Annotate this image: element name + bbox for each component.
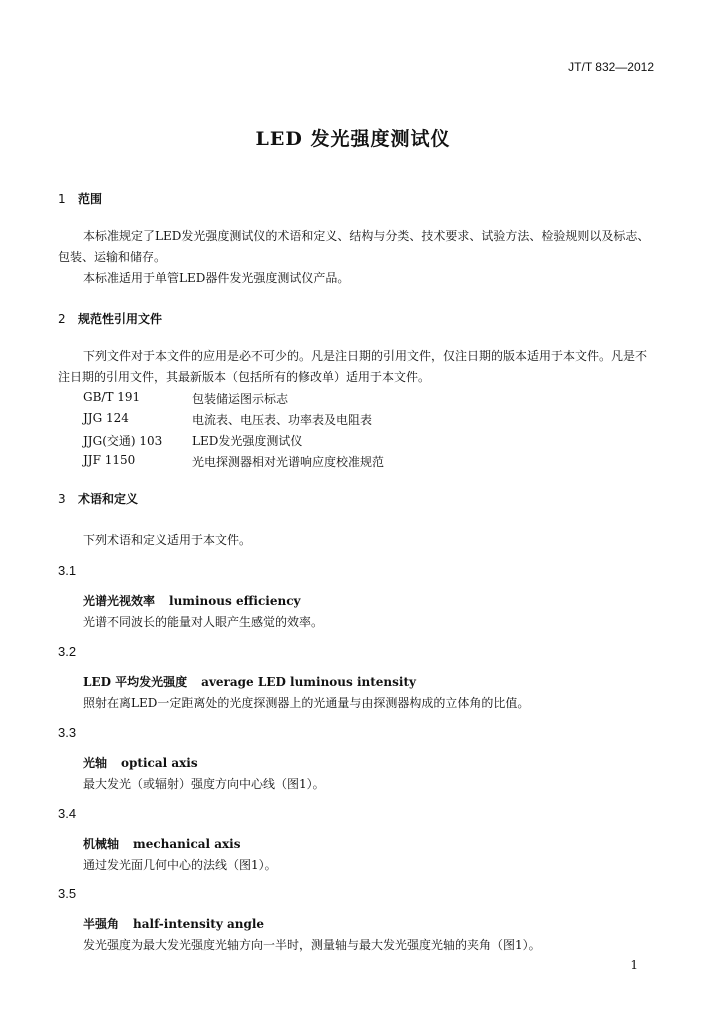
section-1-paragraph-2: 本标准适用于单管LED器件发光强度测试仪产品。 — [83, 271, 350, 285]
section-3-heading — [58, 490, 138, 507]
section-1-paragraph-1: 本标准规定了LED发光强度测试仪的术语和定义、结构与分类、技术要求、试验方法、检验规则以及标志、包装、运输和储存。 — [58, 229, 650, 264]
term-zh: 半强角 — [83, 917, 120, 931]
term-en: half-intensity angle — [133, 917, 265, 931]
section-number: 3 — [58, 492, 66, 506]
term-definition: 光谱不同波长的能量对人眼产生感觉的效率。 — [83, 615, 324, 629]
ref-title: 光电探测器相对光谱响应度校准规范 — [192, 455, 385, 469]
clause-number: 3.5 — [58, 886, 77, 901]
term-definition: 通过发光面几何中心的法线（图1）。 — [83, 858, 277, 872]
term-en: optical axis — [121, 756, 198, 770]
clause-number: 3.3 — [58, 725, 77, 740]
term-zh: LED 平均发光强度 — [83, 675, 188, 689]
term-zh: 机械轴 — [83, 837, 120, 851]
clause-number: 3.1 — [58, 563, 77, 578]
clause-number: 3.2 — [58, 644, 77, 659]
ref-code: GB/T 191 — [83, 390, 141, 404]
term-heading — [83, 673, 416, 690]
term-heading — [83, 754, 198, 771]
page-number: 1 — [630, 958, 638, 972]
term-en: mechanical axis — [133, 837, 241, 851]
section-1-heading — [58, 190, 102, 207]
ref-code: JJG 124 — [83, 411, 129, 425]
term-definition: 照射在离LED一定距离处的光度探测器上的光通量与由探测器构成的立体角的比值。 — [83, 696, 530, 710]
section-3-paragraph-1: 下列术语和定义适用于本文件。 — [83, 533, 252, 547]
term-en: luminous efficiency — [169, 594, 301, 608]
term-heading — [83, 592, 301, 609]
section-2-heading — [58, 310, 162, 327]
ref-code: JJG(交通) 103 — [83, 434, 163, 448]
section-2-paragraph-1: 下列文件对于本文件的应用是必不可少的。凡是注日期的引用文件，仅注日期的版本适用于本文件。凡是不注日期的引用文件，其最新版本（包括所有的修改单）适用于本文件。 — [58, 349, 648, 384]
section-title: 术语和定义 — [78, 492, 139, 506]
section-number: 1 — [58, 192, 66, 206]
ref-title: 电流表、电压表、功率表及电阻表 — [192, 413, 373, 427]
term-heading — [83, 835, 241, 852]
term-zh: 光谱光视效率 — [83, 594, 156, 608]
term-heading — [83, 915, 264, 932]
clause-number: 3.4 — [58, 806, 77, 821]
document-title: LED 发光强度测试仪 — [255, 128, 451, 150]
ref-title: 包装储运图示标志 — [192, 392, 289, 406]
section-number: 2 — [58, 312, 66, 326]
standard-code: JT/T 832—2012 — [568, 60, 654, 74]
term-definition: 发光强度为最大发光强度光轴方向一半时，测量轴与最大发光强度光轴的夹角（图1）。 — [83, 938, 541, 952]
term-zh: 光轴 — [83, 756, 108, 770]
section-title: 范围 — [78, 192, 103, 206]
ref-code: JJF 1150 — [83, 453, 136, 467]
ref-title: LED发光强度测试仪 — [192, 434, 303, 448]
section-title: 规范性引用文件 — [78, 312, 163, 326]
term-definition: 最大发光（或辐射）强度方向中心线（图1）。 — [83, 777, 325, 791]
term-en: average LED luminous intensity — [201, 675, 416, 689]
